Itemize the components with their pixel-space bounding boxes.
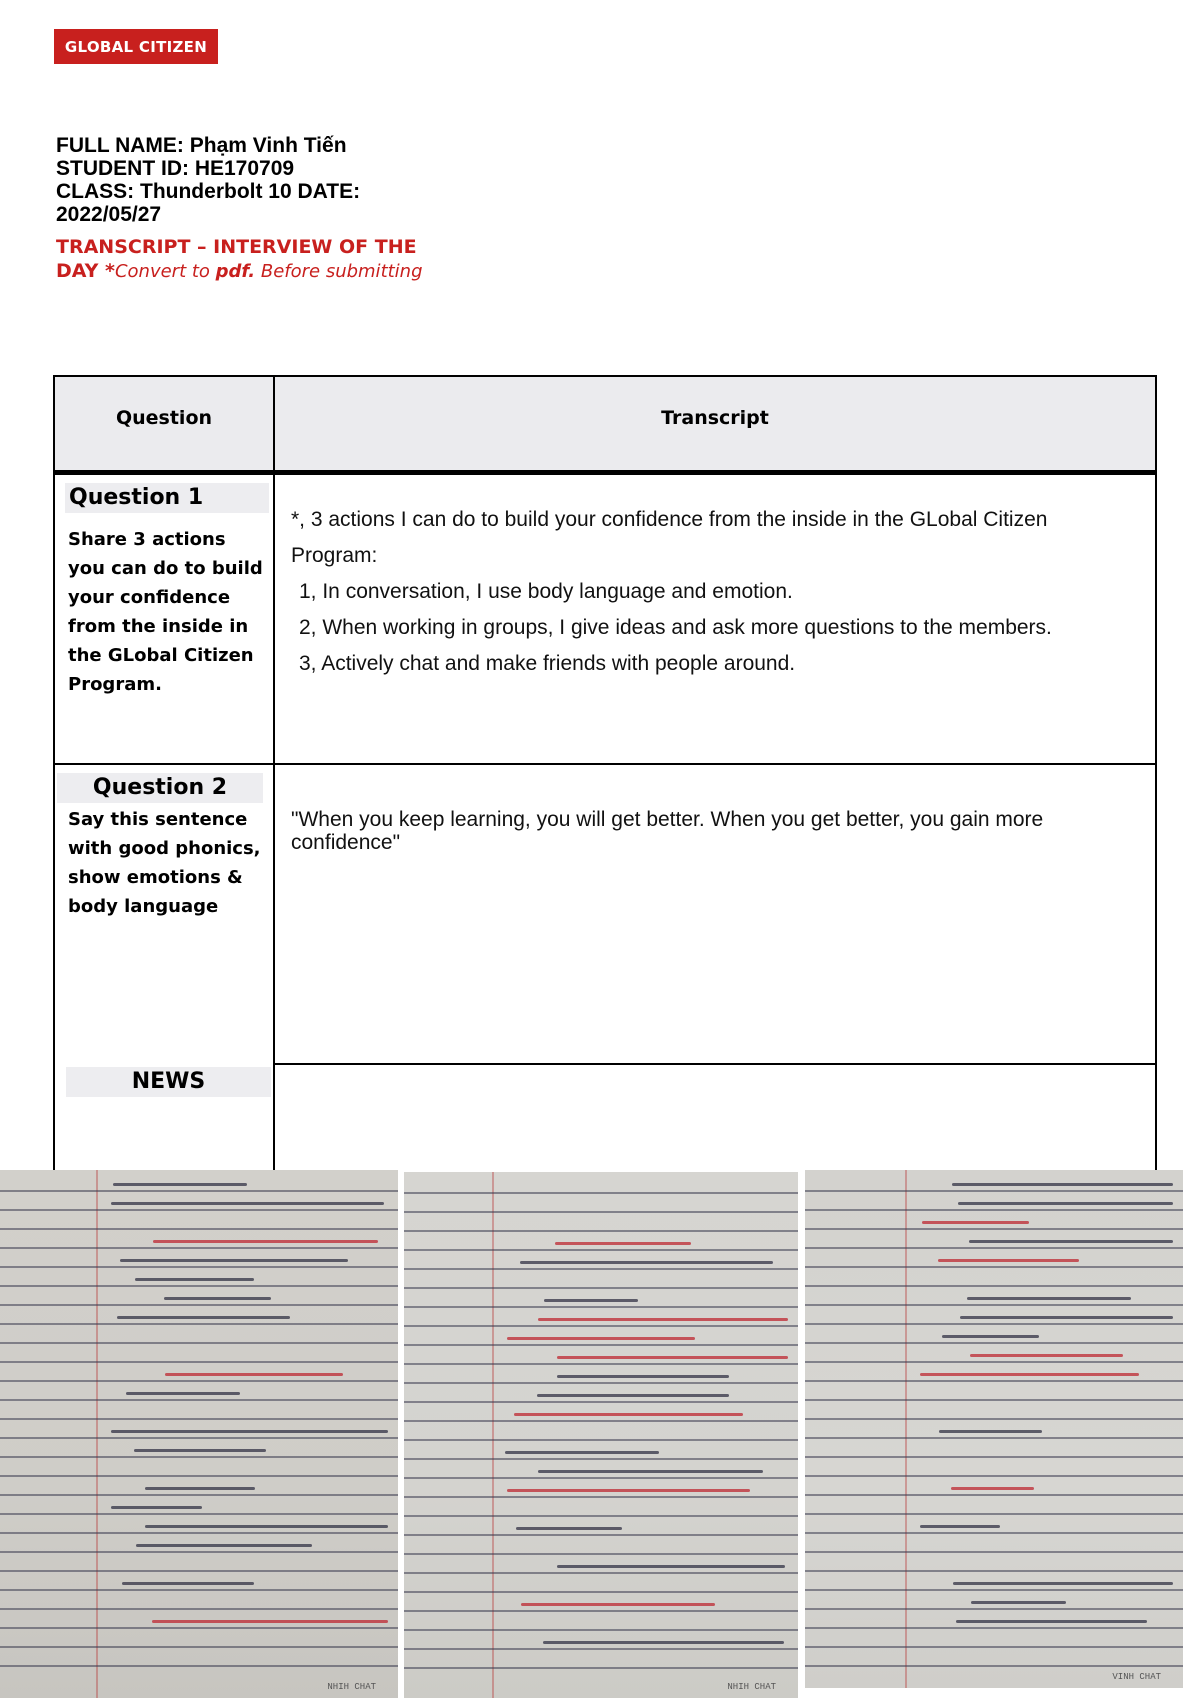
notebook-rule-line [0, 1190, 398, 1192]
notebook-rule-line [805, 1608, 1183, 1610]
notebook-rule-line [404, 1553, 798, 1555]
notebook-rule-line [404, 1477, 798, 1479]
notebook-rule-line [404, 1420, 798, 1422]
notebook-rule-line [805, 1399, 1183, 1401]
notebook-rule-line [404, 1268, 798, 1270]
handwriting-stroke [938, 1259, 1079, 1262]
notebook-rule-line [805, 1513, 1183, 1515]
handwriting-stroke [543, 1641, 784, 1644]
handwriting-stroke [514, 1413, 742, 1416]
handwriting-stroke [538, 1470, 763, 1473]
notebook-rule-line [805, 1665, 1183, 1667]
global-citizen-logo [54, 29, 218, 64]
handwriting-stroke [111, 1506, 201, 1509]
notebook-rule-line [0, 1532, 398, 1534]
notebook-rule-line [805, 1380, 1183, 1382]
submit-note-prefix: Convert to [114, 261, 216, 282]
notebook-rule-line [404, 1629, 798, 1631]
news-cell [53, 1065, 275, 1175]
notebook-rule-line [805, 1494, 1183, 1496]
notebook-rule-line [805, 1627, 1183, 1629]
notebook-rule-line [805, 1589, 1183, 1591]
notebook-rule-line [404, 1230, 798, 1232]
notebook-rule-line [404, 1648, 798, 1650]
notebook-rule-line [0, 1285, 398, 1287]
notebook-rule-line [805, 1532, 1183, 1534]
answer-1-line-2: 1, In conversation, I use body language and emotion. [299, 580, 793, 603]
notebook-rule-line [404, 1306, 798, 1308]
notebook-rule-line [0, 1665, 398, 1667]
notebook-rule-line [805, 1551, 1183, 1553]
notebook-rule-line [0, 1418, 398, 1420]
handwriting-stroke [953, 1582, 1173, 1585]
notebook-rule-line [805, 1418, 1183, 1420]
submit-note-bold: pdf. [215, 261, 256, 282]
notebook-rule-line [0, 1456, 398, 1458]
handwriting-stroke [557, 1356, 788, 1359]
handwriting-stroke [152, 1620, 388, 1623]
notebook-rule-line [0, 1646, 398, 1648]
notebook-rule-line [0, 1209, 398, 1211]
notebook-rule-line [0, 1323, 398, 1325]
notebook-rule-line [404, 1325, 798, 1327]
handwriting-stroke [952, 1183, 1173, 1186]
header-transcript-label: Transcript [661, 407, 769, 429]
notebook-rule-line [404, 1363, 798, 1365]
answer-1-line-1: *, 3 actions I can do to build your confidence from the inside in the GLobal Citizen Program: [291, 508, 1048, 567]
handwriting-stroke [951, 1487, 1034, 1490]
notebook-rule-line [0, 1342, 398, 1344]
notebook-rule-line [0, 1627, 398, 1629]
handwriting-stroke [970, 1354, 1123, 1357]
notebook-rule-line [404, 1211, 798, 1213]
submit-note [115, 261, 423, 282]
notebook-rule-line [805, 1304, 1183, 1306]
notebook-photo-3 [805, 1170, 1183, 1688]
notebook-rule-line [805, 1285, 1183, 1287]
handwriting-stroke [520, 1261, 773, 1264]
handwriting-stroke [135, 1278, 254, 1281]
notebook-rule-line [0, 1361, 398, 1363]
date: 2022/05/27 [56, 203, 162, 226]
notebook-rule-line [0, 1475, 398, 1477]
notebook-rule-line [0, 1380, 398, 1382]
notebook-rule-line [0, 1399, 398, 1401]
handwriting-stroke [111, 1430, 388, 1433]
handwriting-stroke [153, 1240, 378, 1243]
handwriting-stroke [507, 1489, 750, 1492]
notebook-rule-line [0, 1437, 398, 1439]
handwriting-stroke [165, 1373, 343, 1376]
notebook-rule-line [805, 1247, 1183, 1249]
full-name: FULL NAME: Phạm Vinh Tiến [56, 134, 347, 157]
header-transcript [273, 375, 1157, 475]
handwriting-stroke [126, 1392, 240, 1395]
header-question-label: Question [115, 407, 213, 429]
question-1-description: Share 3 actions you can do to build your confidence from the inside in the GLobal Citizen Program. [68, 529, 263, 695]
handwriting-stroke [134, 1449, 266, 1452]
answer-1 [291, 502, 1135, 682]
handwriting-stroke [960, 1316, 1173, 1319]
notebook-rule-line [404, 1192, 798, 1194]
handwriting-stroke [557, 1375, 729, 1378]
handwriting-stroke [120, 1259, 348, 1262]
transcript-title [56, 235, 456, 284]
answer-2-cell [273, 765, 1157, 1065]
notebook-rule-line [404, 1534, 798, 1536]
notebook-rule-line [404, 1496, 798, 1498]
handwriting-stroke [505, 1451, 659, 1454]
handwriting-stroke [956, 1620, 1147, 1623]
notebook-rule-line [0, 1570, 398, 1572]
handwriting-stroke [122, 1582, 254, 1585]
notebook-rule-line [404, 1439, 798, 1441]
handwriting-stroke [971, 1601, 1066, 1604]
submit-note-suffix: Before submitting [255, 261, 423, 282]
notebook-photo-1 [0, 1170, 398, 1698]
notebook-rule-line [805, 1646, 1183, 1648]
notebook-rule-line [404, 1458, 798, 1460]
answer-2 [291, 808, 1135, 854]
notebook-rule-line [0, 1589, 398, 1591]
photo-3-footer: VINH CHAT [1112, 1672, 1161, 1682]
question-1-cell [53, 475, 275, 765]
handwriting-stroke [920, 1373, 1139, 1376]
notebook-rule-line [805, 1190, 1183, 1192]
handwriting-stroke [136, 1544, 313, 1547]
notebook-rule-line [0, 1266, 398, 1268]
question-2-description: Say this sentence with good phonics, show emotions & body language [68, 809, 261, 917]
student-id: STUDENT ID: HE170709 [56, 157, 295, 180]
notebook-rule-line [0, 1247, 398, 1249]
notebook-rule-line [805, 1209, 1183, 1211]
handwriting-stroke [521, 1603, 715, 1606]
handwriting-stroke [537, 1394, 729, 1397]
notebook-rule-line [404, 1401, 798, 1403]
photo-2-footer: NHIH CHAT [727, 1682, 776, 1692]
notebook-rule-line [805, 1266, 1183, 1268]
notebook-rule-line [404, 1344, 798, 1346]
handwriting-stroke [516, 1527, 622, 1530]
question-2-cell [53, 765, 275, 1065]
handwriting-stroke [145, 1525, 388, 1528]
handwriting-stroke [942, 1335, 1039, 1338]
notebook-rule-line [404, 1610, 798, 1612]
question-1-label: Question 1 [65, 483, 269, 513]
handwriting-stroke [967, 1297, 1131, 1300]
notebook-rule-line [0, 1551, 398, 1553]
handwriting-stroke [544, 1299, 638, 1302]
handwriting-stroke [538, 1318, 788, 1321]
news-label: NEWS [66, 1067, 271, 1097]
answer-1-cell [273, 475, 1157, 765]
transcript-title-text: TRANSCRIPT – INTERVIEW OF THE DAY * [56, 236, 417, 282]
notebook-rule-line [404, 1591, 798, 1593]
notebook-rule-line [0, 1513, 398, 1515]
notebook-rule-line [0, 1304, 398, 1306]
handwriting-stroke [111, 1202, 384, 1205]
notebook-rule-line [0, 1608, 398, 1610]
notebook-rule-line [0, 1494, 398, 1496]
question-2-label: Question 2 [57, 773, 263, 803]
logo-text: GLOBAL CITIZEN [64, 37, 208, 56]
notebook-rule-line [404, 1382, 798, 1384]
notebook-rule-line [805, 1361, 1183, 1363]
notebook-rule-line [0, 1228, 398, 1230]
handwriting-stroke [555, 1242, 691, 1245]
notebook-rule-line [404, 1515, 798, 1517]
handwriting-stroke [145, 1487, 255, 1490]
photo-1-footer: NHIH CHAT [327, 1682, 376, 1692]
notebook-rule-line [404, 1572, 798, 1574]
notebook-rule-line [805, 1570, 1183, 1572]
header-question [53, 375, 275, 475]
interview-table [53, 375, 1157, 1175]
handwriting-stroke [922, 1221, 1029, 1224]
notebook-rule-line [805, 1456, 1183, 1458]
handwriting-stroke [939, 1430, 1042, 1433]
answer-2-line-1: "When you keep learning, you will get better. When you get better, you gain more confidence" [291, 808, 1044, 854]
notebook-photo-2 [404, 1172, 798, 1698]
notebook-rule-line [805, 1437, 1183, 1439]
notebook-margin-line [96, 1170, 98, 1698]
news-answer-cell [273, 1065, 1157, 1175]
notebook-rule-line [805, 1342, 1183, 1344]
handwriting-stroke [557, 1565, 785, 1568]
notebook-rule-line [805, 1228, 1183, 1230]
student-info [56, 134, 456, 226]
answer-1-line-4: 3, Actively chat and make friends with people around. [299, 652, 796, 675]
handwriting-stroke [164, 1297, 271, 1300]
notebook-rule-line [805, 1323, 1183, 1325]
notebook-rule-line [404, 1249, 798, 1251]
notebook-rule-line [404, 1287, 798, 1289]
handwriting-stroke [920, 1525, 1001, 1528]
class-date: CLASS: Thunderbolt 10 DATE: [56, 180, 361, 203]
handwriting-stroke [117, 1316, 289, 1319]
notebook-rule-line [805, 1475, 1183, 1477]
notebook-rule-line [404, 1667, 798, 1669]
handwriting-stroke [958, 1202, 1173, 1205]
handwriting-stroke [507, 1337, 694, 1340]
handwriting-stroke [969, 1240, 1173, 1243]
answer-1-line-3: 2, When working in groups, I give ideas and ask more questions to the members. [299, 616, 1052, 639]
handwriting-stroke [113, 1183, 247, 1186]
